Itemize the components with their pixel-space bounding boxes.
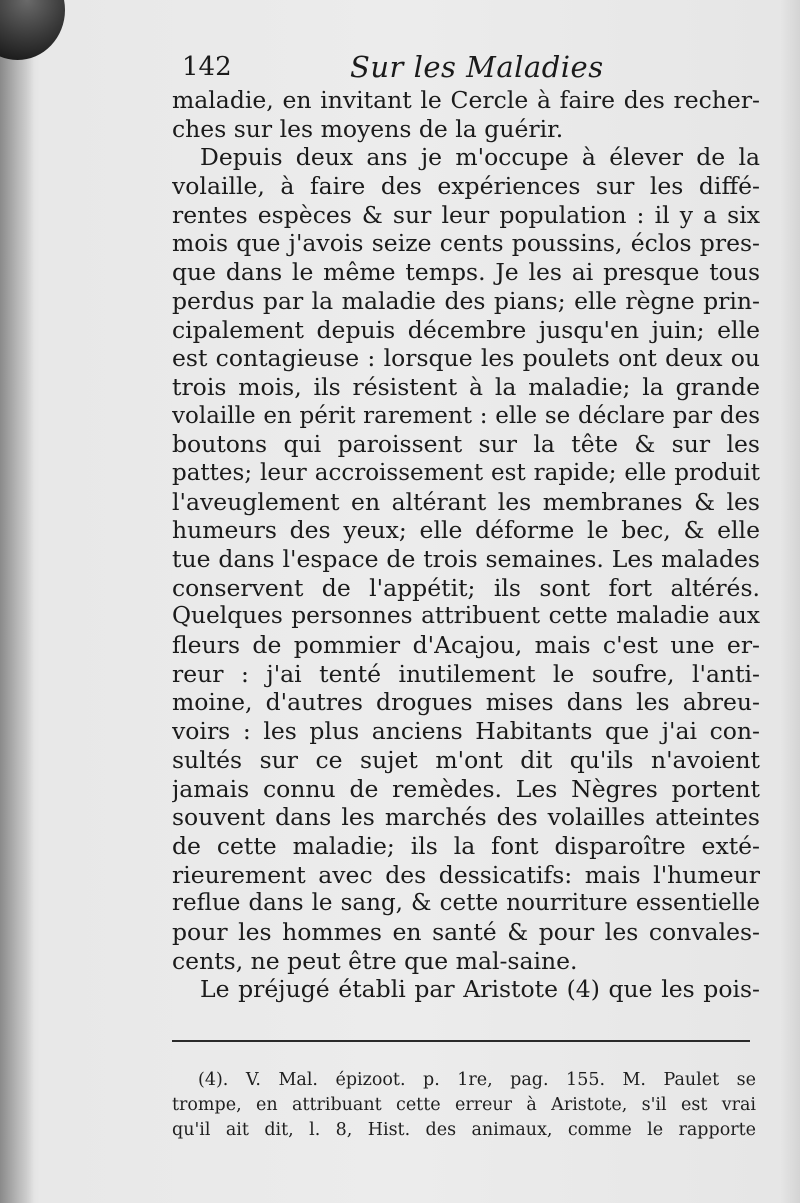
text-line: est contagieuse : lorsque les poulets ont deux ou xyxy=(172,344,760,373)
text-line: jamais connu de remèdes. Les Nègres portent xyxy=(172,774,760,803)
text-line: volaille en périt rarement : elle se déclare par des xyxy=(172,402,760,429)
text-line: Le préjugé établi par Aristote (4) que les pois- xyxy=(200,975,760,1004)
text-line: voirs : les plus anciens Habitants que j'ai con- xyxy=(172,717,760,746)
text-line: Quelques personnes attribuent cette maladie aux xyxy=(172,602,760,630)
footnote xyxy=(172,1068,756,1143)
text-line: cipalement depuis décembre jusqu'en juin; elle xyxy=(172,315,760,344)
text-line: mois que j'avois seize cents poussins, éclos pres- xyxy=(172,229,760,258)
text-line: rieurement avec des dessicatifs: mais l'humeur xyxy=(172,860,760,889)
text-line: l'aveuglement en altérant les membranes & les xyxy=(172,487,760,516)
text-line: souvent dans les marchés des volailles atteintes xyxy=(172,803,760,832)
thumb-shadow xyxy=(0,0,65,60)
body-text xyxy=(172,86,760,1004)
text-line: tue dans l'espace de trois semaines. Les malades xyxy=(172,545,760,573)
footnote-line: qu'il ait dit, l. 8, Hist. des animaux, comme le rapporte xyxy=(172,1120,756,1140)
footnote-rule xyxy=(172,1040,750,1042)
text-line: pour les hommes en santé & pour les convales- xyxy=(172,917,760,946)
running-head: Sur les Maladies xyxy=(350,50,604,84)
text-line: conservent de l'appétit; ils sont fort altérés. xyxy=(172,573,760,602)
text-line: de cette maladie; ils la font disparoître exté- xyxy=(172,831,760,860)
text-line: reur : j'ai tenté inutilement le soufre, l'anti- xyxy=(172,659,760,688)
page-number: 142 xyxy=(182,52,232,82)
text-line: volaille, à faire des expériences sur les diffé- xyxy=(172,172,760,201)
text-line: sultés sur ce sujet m'ont dit qu'ils n'avoient xyxy=(172,745,760,774)
text-line: perdus par la maladie des pians; elle règne prin- xyxy=(172,286,760,315)
text-line: reflue dans le sang, & cette nourriture essentielle xyxy=(172,890,760,917)
footnote-line: (4). V. Mal. épizoot. p. 1re, pag. 155. M. Paulet se xyxy=(198,1070,756,1090)
text-line: boutons qui paroissent sur la tête & sur les xyxy=(172,430,760,459)
text-line: trois mois, ils résistent à la maladie; la grande xyxy=(172,372,760,401)
text-line: pattes; leur accroissement est rapide; elle produit xyxy=(172,459,760,486)
text-line: Depuis deux ans je m'occupe à élever de la xyxy=(200,143,760,172)
footnote-line: trompe, en attribuant cette erreur à Aristote, s'il est vrai xyxy=(172,1095,756,1115)
text-line: cents, ne peut être que mal-saine. xyxy=(172,946,578,975)
text-line: humeurs des yeux; elle déforme le bec, & elle xyxy=(172,516,760,545)
text-line: rentes espèces & sur leur population : il y a six xyxy=(172,200,760,229)
text-line: que dans le même temps. Je les ai presque tous xyxy=(172,258,760,287)
text-line: maladie, en invitant le Cercle à faire des recher- xyxy=(172,86,760,114)
page-header xyxy=(182,52,762,86)
binding-shadow xyxy=(0,0,34,1203)
text-line: moine, d'autres drogues mises dans les abreu- xyxy=(172,688,760,717)
text-line: ches sur les moyens de la guérir. xyxy=(172,114,564,143)
text-line: fleurs de pommier d'Acajou, mais c'est une er- xyxy=(172,631,760,660)
